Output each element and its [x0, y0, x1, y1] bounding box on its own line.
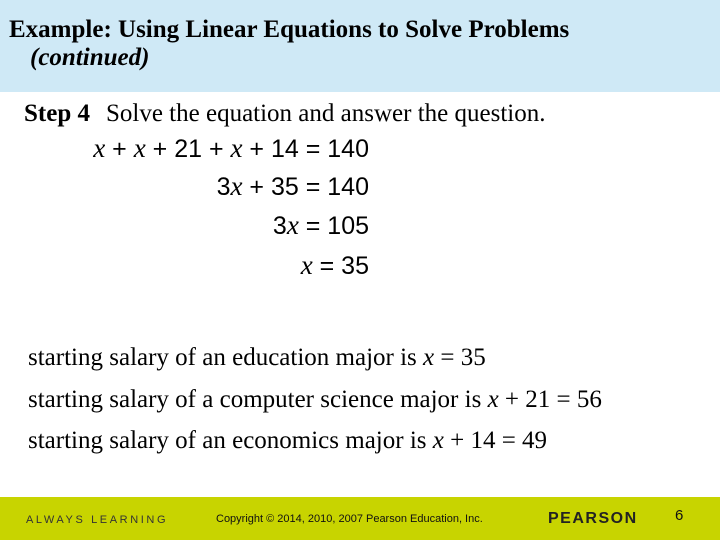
slide-title: Example: Using Linear Equations to Solve Problems	[9, 16, 570, 43]
page-number: 6	[675, 507, 684, 524]
step-label: Step 4	[24, 100, 90, 127]
answer-line: starting salary of a computer science major is x + 21 = 56	[28, 386, 602, 413]
equation-4: x = 35	[300, 250, 369, 280]
equation-2: 3x + 35 = 140	[216, 171, 369, 201]
pearson-logo: PEARSON	[548, 510, 638, 527]
step-line	[24, 100, 545, 128]
answer-line: starting salary of an economics major is x + 14 = 49	[28, 427, 548, 454]
equation-1: x + x + 21 + x + 14 = 140	[93, 133, 369, 163]
slide-title-continued: (continued)	[30, 44, 150, 71]
equation-3: 3x = 105	[272, 210, 369, 240]
title-bar	[0, 0, 720, 92]
step-text: Solve the equation and answer the question.	[105, 100, 546, 127]
footer-bar	[0, 497, 720, 540]
footer-tagline: ALWAYS LEARNING	[26, 514, 169, 526]
answer-line: starting salary of an education major is x = 35	[28, 344, 486, 371]
footer-copyright: Copyright © 2014, 2010, 2007 Pearson Education, Inc.	[216, 513, 483, 525]
